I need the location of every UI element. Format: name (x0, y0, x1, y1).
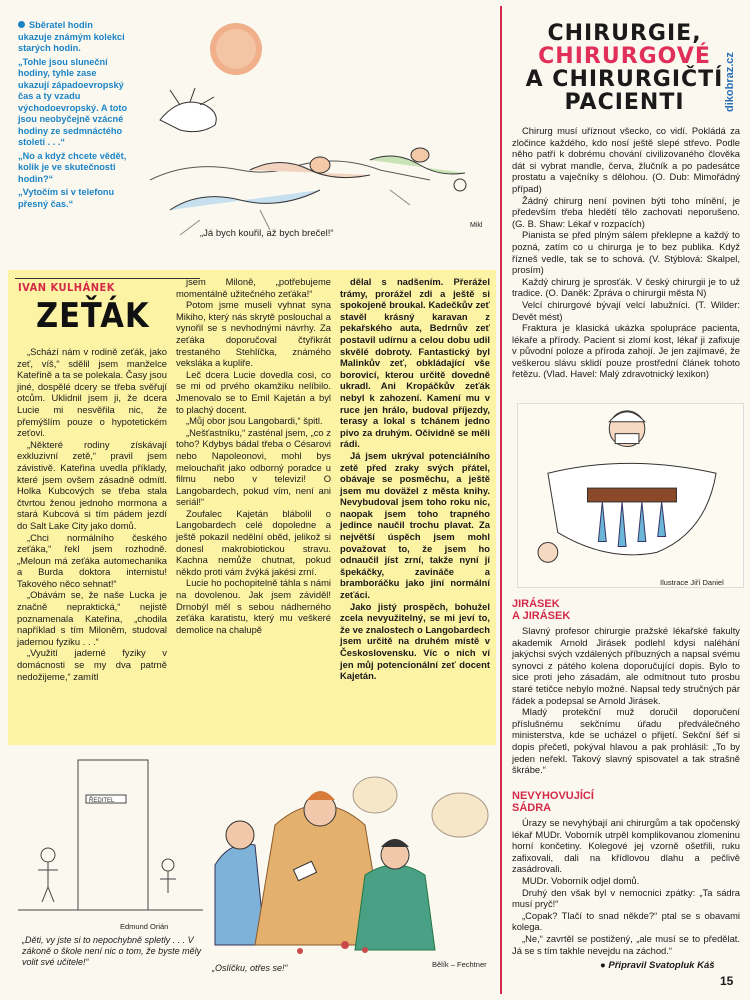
quote-paragraph: Každý chirurg je sprosťák. V český chirurgii je to už tradice. (O. Daněk: Zpráva o chirurgii města N) (512, 275, 740, 299)
paragraph: Zoufalec Kajetán blábolil o Langobardech celé dopoledne a ještě pokazil nedělní oběd, jelikož si donesl makrobiotickou stravu. Kachna nemůže chutnat, pokud někdo proti vám žvýká jakési zrní. (176, 507, 331, 577)
section-sadra (512, 790, 740, 956)
left-cartoon-signature: Edmund Orián (120, 922, 169, 931)
author-rule (15, 278, 200, 279)
quote-paragraph: Pianista se před plným sálem překlepne a každý to pozná, zatím co u chirurga je to bez publika. Když řízneš vedle, tak se to schová. (V. Stýblová: Skalpel, prosím) (512, 229, 740, 276)
section-text (512, 625, 740, 776)
clock-collector-caption (18, 20, 128, 212)
paragraph: jsem Miloně, „potřebujeme momentálně užitečného zeťáka!“ (176, 276, 331, 299)
credit-text: Připravil Svatopluk Káš (608, 960, 715, 971)
quote-paragraph: Fraktura je klasická ukázka spolupráce pacienta, lékaře a přírody. Pacient si zlomí kost, lékař ji zafixuje v původní poloze a příroda zahojí. Je jen zajímavé, že veškerou slávu sklidí pouze prostřední článek tohoto řetězu. (Vlad. Havel: Malý zdravotnický lexikon) (512, 322, 740, 380)
paragraph: Druhý den však byl v nemocnici zpátky: „Ta sádra musí pryč!“ (512, 886, 740, 910)
crawl-cartoon-signature: Mikl (470, 222, 483, 229)
caption-p3: „No a když chcete vědět, kolik je ve skutečnosti hodin?“ (18, 150, 127, 184)
paragraph: „Využití jaderné fyziky v domácnosti se my dva patrně nedožijeme,“ zamítl (17, 647, 167, 682)
illustration-credit: Ilustrace Jiří Daniel (660, 578, 724, 587)
left-cartoon-caption: „Děti, vy jste si to nepochybně spletly . . . V zákoně o škole není nic o tom, že byste měly volit své učitele!“ (22, 935, 202, 967)
paragraph: „Schází nám v rodině zeťák, jako zeť, víš,“ sdělil jsem manželce Kateřině a ta se polekala. Časy jsou jiné, dospělé dcery se třeba svěřují otcům. Uklidnil jsem ji, že dcera Lucie mi nesvěřila nic, že přemýšlím pouze o hypotetickém zeťovi. (17, 346, 167, 439)
surgeon-illustration (517, 403, 744, 588)
paragraph: Lucie ho pochopitelně táhla s námi na dovolenou. Jak jsem záviděl! Drnobýl měl s sebou nádherného zeťáka karatistu, který mu veškeré demolice na chalupě (176, 577, 331, 635)
section-heading: SÁDRA (512, 802, 552, 814)
paragraph: Mladý protekční muž doručil doporučení příslušnému sekčnímu úřadu předválečného ministerstva, kde se ucházel o přijetí. Sekční šéf si dopis přečetl, pokýval hlavou a pak prohlásil: „To by jeden neřekl. Takový slavný spisovatel a tak strašně škrábe.“ (512, 706, 740, 776)
crawling-men-cartoon (140, 60, 485, 250)
crawl-cartoon-caption: „Já bych kouřil, až bych brečel!“ (200, 228, 334, 239)
article-column-1 (17, 346, 167, 682)
paragraph: Úrazy se nevyhýbají ani chirurgům a tak opočenský lékař MUDr. Voborník utrpěl komplikovanou zlomeninu horní končetiny. Kolegové jej vzorně ošetřili, ruku zafixovali, dali na křídlovou dlahu a pečlivě zasádrovali. (512, 817, 740, 875)
column-divider (500, 6, 502, 994)
quote-paragraph: Velcí chirurgové bývají velcí labužníci. (T. Wilder: Devět mést) (512, 298, 740, 322)
paragraph: Jako jistý prospěch, bohužel zcela nevyužitelný, se mi jeví to, že ve znalostech o Langobardech jsem určitě na druhém místě v Československu. Víc o nich ví jen můj potencionální zeť docent Kajetán. (340, 600, 490, 682)
section-heading: NEVYHOVUJÍCÍ (512, 790, 594, 802)
section-heading: A JIRÁSEK (512, 610, 571, 622)
title-line-2: CHIRURGOVÉ (538, 44, 711, 69)
paragraph: „Copak? Tlačí to snad někde?“ ptal se s obavami kolega. (512, 909, 740, 933)
paragraph: MUDr. Voborník odjel domů. (522, 874, 640, 886)
paragraph: Já jsem ukrýval potenciálního zetě před zraky svých přátel, obávaje se posměchu, a ještě jsem mu doväžel z města knihy. Nevybudoval jsem toho roku nic, naopak jsem toho trapného jedince naučil trochu plavat. Za největší úspěch jsem mohl považovat to, že jsem ho odnaučil jíst zrní, takže nyní jí špekáčky, zavináče a bramboráčku jako jiní normální zeťáci. (340, 449, 490, 601)
paragraph: „Ne,“ zavrtěl se postižený, „ale musí se to předělat. Já se s tím takhle nevejdu na záchod.“ (512, 932, 740, 956)
right-article-title (512, 22, 737, 114)
caption-p2: „Tohle jsou sluneční hodiny, tyhle zase ukazují západoevropský čas a ty vzadu východoevropský. A toto jsou neobyčejně vzácné hodiny ze sedmnáctého století . . .“ (18, 56, 128, 147)
paragraph: „Některé rodiny získávají exkluzivní zetě,“ pravil jsem závistivě. Kateřina uvedla příklady, které jsem ovšem zásadně odmítl. Holka Kubcových se třeba stala čtvrtou ženou jednoho mormona a stará Kubcová si tím pádem jezdí do Salt Lake City jako domů. (17, 438, 167, 531)
section-heading: JIRÁSEK (512, 598, 560, 610)
article-column-2 (176, 276, 331, 635)
section-jirasek (512, 598, 740, 776)
door-sign-text: ŘEDITEL (89, 798, 115, 804)
mid-cartoon-signature: Bělík – Fechtner (432, 960, 487, 969)
caption-p1: Sběratel hodin ukazuje známým kolekci starých hodin. (18, 20, 125, 53)
article-title: ZEŤÁK (36, 296, 150, 336)
paragraph: Potom jsme museli vyhnat syna Mikiho, který nás skrytě poslouchal a vynořil se s nevhodnými návrhy. Za zeťáka doporučoval čtyřikrát trestaného Stehlíčka, známého veksláka a kupliře. (176, 299, 331, 369)
paragraph: dělal s nadšením. Přerážel trámy, prorážel zdi a ještě si spokojeně broukal. Kadečkův zeť stavěl krásný karavan z pekařského auta, Bedrnův zeť postavil udírnu a celou dobu udil skvělé dobroty. Fantastický byl Malinkův zeť, obkládající vše borovicí, kterou určitě dovedně ukradl. Ani Kropáčkův zeťák nebyl k zahození. Kamení mu v ruce jen hrálo, budoval příjezdy, terasy a lokal s tchánem jedno pivo za druhým. Očividně se měli rádi. (340, 276, 490, 450)
mid-cartoon-caption: „Oslíčku, otřes se!“ (212, 963, 288, 973)
quote-paragraph: Žádný chirurg není povinen býti toho mínění, je především třeba hledětí tělo zachovati neporušeno. (G. B. Shaw: Lékař v rozpacích) (512, 194, 740, 229)
title-line-3: A CHIRURGIČTÍ (525, 67, 724, 92)
article-author: IVAN KULHÁNEK (18, 281, 115, 294)
caption-p4: „Vytočím si v telefonu přesný čas.“ (18, 187, 115, 209)
paragraph: „Obávám se, že naše Lucka je značně nepraktická,“ nejistě poznamenala Kateřina, „chodila například s tím Miloněm, studoval jadernou fyziku . . .“ (17, 589, 167, 647)
page-number: 15 (720, 974, 734, 988)
paragraph: „Nešťastníku,“ zasténal jsem, „co z toho? Kdybys bádal třeba o Césarovi nebo Napoleonovi, mohl bys melouchařit jako odborný poradce u filmu nebo v televizi! O Langobardech, pokud vím, není ani seriál!“ (176, 426, 331, 508)
school-door-cartoon (18, 755, 203, 935)
paragraph: „Můj obor jsou Langobardi,“ špitl. (186, 415, 323, 427)
paragraph: „Chci normálního českého zeťáka,“ řekl jsem rozhodně. „Meloun má zeťáka automechanika a Burda doktora internistu! Takového něco sehnat!“ (17, 531, 167, 589)
right-intro-text (512, 125, 740, 380)
title-line-1: CHIRURGIE, (547, 21, 702, 46)
paragraph: Leč dcera Lucie dovedla cosi, co se mi od prvého okamžiku nelíbilo. Jmenovalo se to Emil Kajetán a byl to plachý docent. (176, 368, 331, 415)
bullet-dot (18, 21, 25, 28)
author-credit: ● Připravil Svatopluk Káš (600, 960, 715, 971)
paragraph: Slavný profesor chirurgie pražské lékařské fakulty akademik Arnold Jirásek podlehl kdysi naléhání jakýchsi svých vzdálených příbuzných a napsal svému synovci z pátého kolena doporučující dopis. Bylo to sice proti jeho zásadám, ale odmítnout tuto prosbu staré tetičce nebylo možné. Napsal tedy stručných pár řádek a podepsal se Arnold Jirásek. (512, 625, 740, 706)
fur-coat-cartoon (205, 755, 495, 960)
article-column-3 (340, 276, 490, 682)
site-watermark: dikobraz.cz (724, 52, 736, 112)
quote-paragraph: Chirurg musí uříznout všecko, co vidí. Pokládá za zločince každého, kdo nosí ještě slepé střevo. Podle něho patří k dobrému chování civilizovaného člověka dát si vybrat mandle, červa, žlučník a po padesátce prostatu a vaječníky s dělohou. (O. Dub: Mimořádný případ) (512, 125, 740, 194)
title-line-4: PACIENTI (564, 90, 685, 115)
section-text (512, 817, 740, 956)
